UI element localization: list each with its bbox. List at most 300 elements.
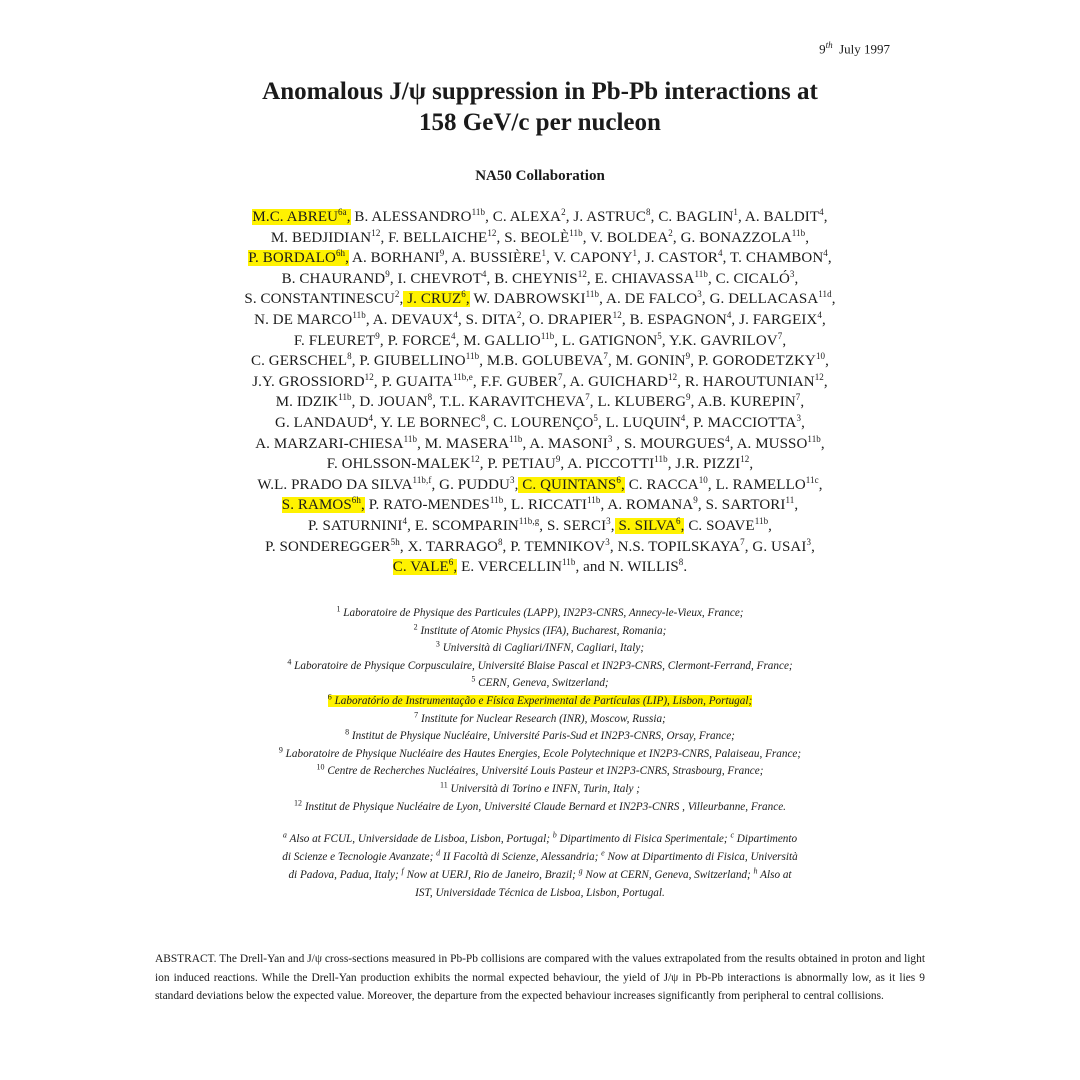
author-name: P. SATURNINI	[307, 517, 403, 534]
affiliation-line	[120, 658, 960, 676]
affiliation-number: 11	[440, 780, 448, 790]
author-name: C. BAGLIN	[654, 209, 734, 225]
author-name: J. ASTRUC	[569, 209, 646, 225]
author-sep: ,	[380, 229, 385, 246]
author	[566, 371, 682, 390]
affiliation	[336, 604, 744, 619]
affiliation-text: Institute for Nuclear Research (INR), Moscow, Russia;	[420, 712, 666, 725]
author-line	[140, 475, 940, 496]
affiliation	[471, 674, 609, 690]
author-name: S. RAMOS	[281, 497, 352, 514]
author	[590, 268, 712, 287]
affiliation-text: Università di Torino e INFN, Turin, Italy ;	[450, 782, 640, 795]
author-name: B. CHEYNIS	[490, 270, 578, 287]
author-sep: ,	[707, 476, 712, 493]
affiliation-line	[120, 781, 960, 799]
author-affil-sup: 6a	[338, 207, 347, 217]
affiliation-number: 12	[294, 797, 303, 807]
author-sep: ,	[485, 414, 490, 431]
author-sep: ,	[701, 291, 706, 308]
author	[384, 227, 501, 246]
author-name: P. GIUBELLINO	[355, 353, 466, 370]
author-sep: ,	[661, 332, 666, 349]
author-affil-sup: 9	[439, 248, 445, 259]
affiliation-line	[120, 746, 960, 764]
author-name: N.S. TOPILSKAYA	[613, 538, 741, 555]
author-sep: ,	[820, 435, 825, 452]
author-line	[140, 454, 940, 475]
author-affil-sup: 3	[789, 268, 795, 279]
author-name: E. CHIAVASSA	[590, 270, 695, 287]
date-line	[819, 40, 890, 57]
author-name: A. GUICHARD	[566, 373, 669, 390]
footnote-text: Also at FCUL, Universidade de Lisboa, Lisbon, Portugal;	[289, 833, 550, 845]
author-sep: ,	[811, 538, 815, 555]
author-name: P. PETIAU	[483, 456, 556, 473]
footnote-block	[155, 830, 925, 902]
affiliation-text: Laboratoire de Physique Corpusculaire, Université Blaise Pascal et IN2P3-CNRS, Clermont-Ferrand, France;	[294, 659, 793, 672]
author	[270, 227, 385, 246]
author-name: Y. LE BORNEC	[377, 414, 481, 431]
author-sep: ,	[399, 538, 404, 555]
author-sep: ,	[539, 517, 544, 534]
author-affil-sup: 12	[814, 371, 824, 382]
author-sep: ,	[685, 414, 690, 431]
author	[327, 456, 484, 472]
author-affil-sup: 11b	[585, 289, 600, 300]
author-sep: ,	[431, 476, 436, 493]
author-affil-sup: 11b,g	[518, 515, 540, 526]
author-name: C. QUINTANS	[518, 476, 617, 493]
footnote-text: II Facoltà di Scienze, Alessandria;	[442, 851, 599, 863]
author-sep: ,	[744, 538, 749, 555]
author-sep: ,	[722, 250, 727, 267]
author-affil-sup: 11b	[403, 433, 418, 444]
author	[377, 412, 490, 431]
author	[525, 309, 626, 328]
affiliation-text: Institute of Atomic Physics (IFA), Bucharest, Romania;	[420, 624, 667, 637]
footnote-text: Now at CERN, Geneva, Switzerland;	[585, 869, 751, 881]
author-line	[140, 289, 940, 310]
affiliation-line	[120, 605, 960, 623]
author-affil-sup: 11b	[471, 207, 486, 217]
author-sep: ,	[831, 291, 836, 308]
author-name: J.R. PIZZI	[671, 456, 741, 473]
author-sep: ,	[612, 435, 621, 452]
author	[689, 412, 805, 431]
author-sep: ,	[485, 209, 489, 225]
author-affil-sup: 2	[394, 289, 400, 300]
author-sep: ,	[472, 373, 477, 390]
affiliation-text: Laboratoire de Physique des Particules (LAPP), IN2P3-CNRS, Annecy-le-Vieux, France;	[343, 607, 744, 619]
author-name: P. MACCIOTTA	[689, 414, 797, 431]
author-sep: ,	[351, 394, 356, 411]
author-sep: ,	[821, 311, 826, 328]
author-name: Y.K. GAVRILOV	[665, 332, 778, 349]
author-affil-sup: 10	[815, 351, 826, 362]
author-sep: ,	[345, 250, 349, 267]
affiliation	[345, 727, 735, 743]
footnote-text: di Scienze e Tecnologie Avanzate;	[282, 851, 434, 863]
affiliation-list	[120, 605, 960, 816]
author-affil-sup: 4	[817, 309, 822, 320]
author-name: M.C. ABREU	[252, 209, 339, 225]
affiliation-text: Laboratório de Instrumentação e Física Experimental de Partículas (LIP), Lisbon, Portugal;	[334, 694, 753, 707]
author	[558, 330, 666, 349]
author-sep: ,	[598, 414, 602, 431]
author-sep: ,	[680, 517, 685, 534]
affiliation	[440, 780, 640, 795]
affiliation-number: 3	[435, 639, 440, 649]
author-name: X. TARRAGO	[403, 538, 498, 555]
author-sep: ,	[707, 270, 712, 287]
author-line	[140, 516, 940, 537]
author-affil-sup: 12	[612, 309, 622, 320]
author-name: P. SONDEREGGER	[265, 538, 391, 555]
author-name: C. CICALÓ	[711, 270, 790, 287]
author-name: D. JOUAN	[355, 394, 428, 411]
author-name: M. IDZIK	[275, 394, 339, 411]
author	[543, 515, 615, 534]
author-affil-sup: 11b	[489, 495, 504, 506]
author-sep: ,	[609, 538, 614, 555]
author-name: T.L. KARAVITCHEVA	[436, 394, 586, 411]
author	[550, 250, 641, 266]
author	[255, 433, 421, 452]
author	[244, 291, 403, 307]
author	[436, 394, 594, 410]
author-sep: .	[683, 559, 688, 576]
author-name: B. CHAURAND	[281, 270, 386, 287]
author-affil-sup: 4	[450, 330, 456, 341]
author-sep: ,	[823, 209, 828, 225]
author-sep: ,	[805, 229, 810, 246]
author-name: G. USAI	[748, 538, 807, 555]
footnote-line	[155, 866, 925, 884]
author-sep: ,	[637, 250, 641, 267]
author	[377, 371, 477, 390]
author-affil-sup: 12	[371, 227, 381, 238]
author-sep: ,	[565, 209, 570, 225]
author	[526, 433, 621, 452]
author-affil-sup: 1	[541, 248, 547, 259]
author	[411, 515, 544, 534]
footnote-text: Now at Dipartimento di Fisica, Università	[607, 851, 798, 863]
affiliation-number: 5	[471, 674, 476, 684]
author-name: F. FLEURET	[293, 332, 376, 349]
author-line	[140, 537, 940, 558]
author	[641, 250, 726, 266]
author-name: P. TEMNIKOV	[506, 538, 606, 555]
footnote-marker: a	[282, 830, 287, 840]
author-affil-sup: 12	[364, 371, 374, 382]
author	[484, 456, 565, 472]
author-affil-sup: 8	[347, 351, 352, 362]
author-sep: ,	[432, 394, 437, 411]
author-name: A. MARZARI-CHIESA	[255, 435, 404, 452]
author-name: S. CONSTANTINESCU	[244, 291, 395, 308]
author-affil-sup: 9	[685, 351, 691, 362]
author	[676, 227, 810, 246]
affiliation-text: CERN, Geneva, Switzerland;	[478, 677, 609, 690]
author-sep: ,	[599, 291, 603, 308]
affiliation-number: 1	[336, 604, 341, 614]
author-affil-sup: 3	[607, 433, 613, 444]
author-affil-sup: 4	[726, 309, 732, 320]
affiliation-line	[120, 799, 960, 817]
title-line-2: 158 GeV/c per nucleon	[419, 109, 661, 136]
author	[281, 268, 394, 287]
footnote-marker: e	[601, 848, 605, 858]
author-name: M.B. GOLUBEVA	[483, 353, 604, 370]
author-affil-sup: 11b	[338, 392, 352, 403]
author-sep: ,	[444, 250, 449, 267]
author-sep: ,	[697, 497, 702, 514]
author	[461, 309, 526, 328]
affiliation-line	[120, 728, 960, 746]
affiliation-text: Centre de Recherches Nucléaires, Université Louis Pasteur et IN2P3-CNRS, Strasbourg, France;	[327, 765, 764, 778]
author-line	[140, 228, 940, 249]
author-affil-sup: 7	[585, 392, 590, 403]
affiliation	[287, 657, 793, 672]
author-affil-sup: 10	[698, 474, 708, 485]
author-sep: ,	[502, 538, 507, 555]
author-name: T. CHAMBON	[726, 250, 824, 267]
author-line	[140, 413, 940, 434]
author-sep: ,	[365, 311, 370, 328]
author-sep: ,	[479, 353, 484, 370]
author-affil-sup: 5	[593, 412, 599, 423]
author-sep: ,	[729, 435, 734, 452]
author-name: A. MUSSO	[733, 435, 808, 452]
author-line	[140, 248, 940, 269]
author-name: A. BORHANI	[349, 250, 440, 267]
author	[365, 497, 507, 513]
author-name: J. CRUZ	[403, 291, 462, 308]
author-affil-sup: 6	[461, 289, 466, 300]
author-affil-sup: 8	[497, 536, 503, 547]
author-affil-sup: 11b	[509, 433, 523, 444]
author	[620, 433, 734, 452]
title-line-1: Anomalous J/ψ suppression in Pb-Pb interactions at	[262, 78, 818, 105]
author-highlighted	[614, 515, 685, 534]
author-affil-sup: 11b	[540, 330, 555, 341]
author-name: C. SOAVE	[684, 517, 755, 534]
author-sep: ,	[818, 476, 823, 493]
affiliation-highlighted	[327, 692, 753, 707]
date-day: 9	[819, 41, 826, 57]
footnote-line	[155, 884, 925, 902]
author-name: W.L. PRADO DA SILVA	[257, 476, 413, 493]
author-name: M. MASERA	[420, 435, 510, 452]
author-line	[140, 207, 940, 228]
author-name: L. RAMELLO	[711, 476, 806, 493]
author	[276, 394, 356, 410]
author-name: G. PUDDU	[435, 476, 510, 493]
author-name: G. BONAZZOLA	[676, 229, 792, 246]
author	[470, 291, 603, 307]
author-line	[140, 372, 940, 393]
author-affil-sup: 2	[668, 227, 673, 238]
footnote-marker: d	[436, 848, 441, 858]
author-name: A. MASONI	[526, 435, 608, 452]
author-name: V. BOLDEA	[586, 229, 669, 246]
footnote-marker: g	[578, 866, 583, 876]
author	[251, 353, 356, 369]
author-sep: ,	[610, 517, 615, 534]
author-affil-sup: 11b	[694, 268, 708, 279]
author	[570, 209, 655, 225]
author-list	[140, 207, 940, 578]
author-sep: ,	[620, 476, 625, 493]
author-sep: ,	[749, 456, 754, 473]
affiliation-number: 6	[327, 692, 332, 702]
author-name: A. PICCOTTI	[564, 456, 655, 473]
author-name: P. GUAITA	[377, 373, 453, 390]
author	[612, 353, 694, 369]
author	[733, 433, 825, 452]
author-name: M. GALLIO	[459, 332, 541, 349]
affiliation	[413, 621, 667, 637]
author-affil-sup: 11b,f	[412, 474, 432, 485]
affiliation-text: Università di Cagliari/INFN, Cagliari, Italy;	[442, 642, 645, 655]
author-name: A. ROMANA	[604, 497, 694, 514]
collaboration-name: NA50 Collaboration	[475, 168, 605, 184]
author	[506, 536, 614, 555]
author	[681, 371, 828, 390]
author-affil-sup: 6h	[351, 495, 361, 506]
author-name: A.B. KUREPIN	[694, 394, 796, 411]
author-name: L. KLUBERG	[593, 394, 687, 411]
author-name: C. LOURENÇO	[489, 414, 594, 431]
author-name: S. DITA	[461, 311, 517, 328]
affiliation-line	[120, 675, 960, 693]
affiliation	[435, 639, 645, 655]
author-line	[140, 557, 940, 578]
author	[293, 330, 384, 349]
author-affil-sup: 12	[487, 227, 497, 238]
author-name: W. DABROWSKI	[469, 291, 586, 308]
author-sep: ,	[379, 332, 384, 349]
author-sep: ,	[514, 476, 519, 493]
author-affil-sup: 4	[481, 268, 487, 279]
author-name: L. LUQUIN	[601, 414, 681, 431]
author	[594, 394, 695, 410]
affiliation	[316, 762, 764, 778]
date-rest: July 1997	[839, 41, 890, 57]
author-highlighted	[518, 474, 625, 493]
author-affil-sup: 1	[632, 248, 638, 259]
author	[356, 394, 437, 410]
author-sep: ,	[600, 497, 605, 514]
author-name: J. CASTOR	[640, 250, 718, 267]
affiliation-number: 8	[345, 727, 350, 737]
abstract: ABSTRACT. The Drell-Yan and J/ψ cross-sections measured in Pb-Pb collisions are compared with the values extrapolated from the results obtained in proton and light ion induced reactions. While the Drell-Yan production exhibits the normal expected behaviour, the yield of J/ψ in Pb-Pb interactions is abnormally low, as it lies 9 standard deviations below the expected value. Moreover, the departure from the expected behaviour increases significantly from peripheral to central collisions.	[155, 953, 925, 1002]
author	[500, 227, 587, 246]
affiliation-number: 4	[287, 657, 292, 667]
author-affil-sup: 3	[697, 289, 702, 300]
author-highlighted	[282, 497, 365, 513]
author	[604, 497, 701, 513]
author-affil-sup: 9	[385, 268, 390, 279]
affiliation	[278, 745, 802, 760]
author-affil-sup: 11b	[807, 433, 821, 444]
author-affil-sup: 7	[795, 392, 801, 403]
author-name: S. BEOLÈ	[500, 229, 570, 246]
author-affil-sup: 8	[678, 557, 684, 568]
author-name: E. VERCELLIN	[457, 559, 562, 576]
author	[742, 209, 828, 225]
affiliation-line	[120, 623, 960, 641]
author-sep: ,	[672, 229, 677, 246]
author-name: M. BEDJIDIAN	[270, 229, 372, 246]
author-sep: ,	[562, 373, 567, 390]
author-affil-sup: 4	[823, 248, 828, 259]
author-affil-sup: 5	[657, 330, 662, 341]
author	[252, 371, 378, 390]
author-line	[140, 331, 940, 352]
author-affil-sup: 5h	[390, 536, 400, 547]
author-name: P. FORCE	[383, 332, 451, 349]
author-affil-sup: 4	[725, 433, 730, 444]
author-affil-sup: 6	[448, 557, 454, 568]
author	[507, 497, 604, 513]
author	[735, 309, 826, 328]
author-sep: ,	[522, 435, 527, 452]
author-affil-sup: 2	[561, 207, 566, 217]
author-name: L. GATIGNON	[558, 332, 658, 349]
author-name: B. ALESSANDRO	[350, 209, 472, 225]
author-sep: ,	[455, 332, 460, 349]
author	[257, 474, 436, 493]
author-name: F.F. GUBER	[476, 373, 558, 390]
affiliation-line	[120, 763, 960, 781]
author-affil-sup: 12	[470, 454, 480, 465]
author	[275, 412, 378, 431]
author	[613, 536, 749, 555]
author-sep: ,	[667, 456, 672, 473]
author	[448, 250, 550, 266]
author-name: C. ALEXA	[488, 209, 562, 225]
author-name: P. BORDALO	[248, 250, 336, 267]
author	[483, 353, 612, 369]
author-affil-sup: 7	[557, 371, 563, 382]
author-affil-sup: 4	[680, 412, 686, 423]
author-sep: ,	[586, 270, 591, 287]
author-sep: ,	[823, 373, 828, 390]
date-suffix: th	[825, 40, 833, 50]
author-sep: ,	[677, 373, 682, 390]
author	[579, 559, 687, 575]
footnote-text: Now at UERJ, Rio de Janeiro, Brazil;	[406, 869, 576, 881]
author-affil-sup: 3	[509, 474, 515, 485]
author-sep: ,	[621, 311, 626, 328]
author	[351, 209, 489, 225]
author-affil-sup: 11b,e	[452, 371, 473, 382]
author-name: M. GONIN	[611, 353, 686, 370]
author	[694, 394, 804, 410]
author-name: A. BUSSIÈRE	[448, 250, 542, 267]
affiliation-number: 2	[413, 621, 418, 631]
affiliation-text: Institut de Physique Nucléaire de Lyon, Université Claude Bernard et IN2P3-CNRS , Villeurbanne, France.	[304, 800, 786, 813]
author	[369, 309, 462, 328]
author-name: G. LANDAUD	[275, 414, 369, 431]
author	[356, 353, 483, 369]
author-sep: ,	[546, 250, 550, 267]
author-name: A. BALDIT	[741, 209, 820, 225]
author-sep: ,	[690, 353, 695, 370]
author-affil-sup: 8	[480, 412, 486, 423]
